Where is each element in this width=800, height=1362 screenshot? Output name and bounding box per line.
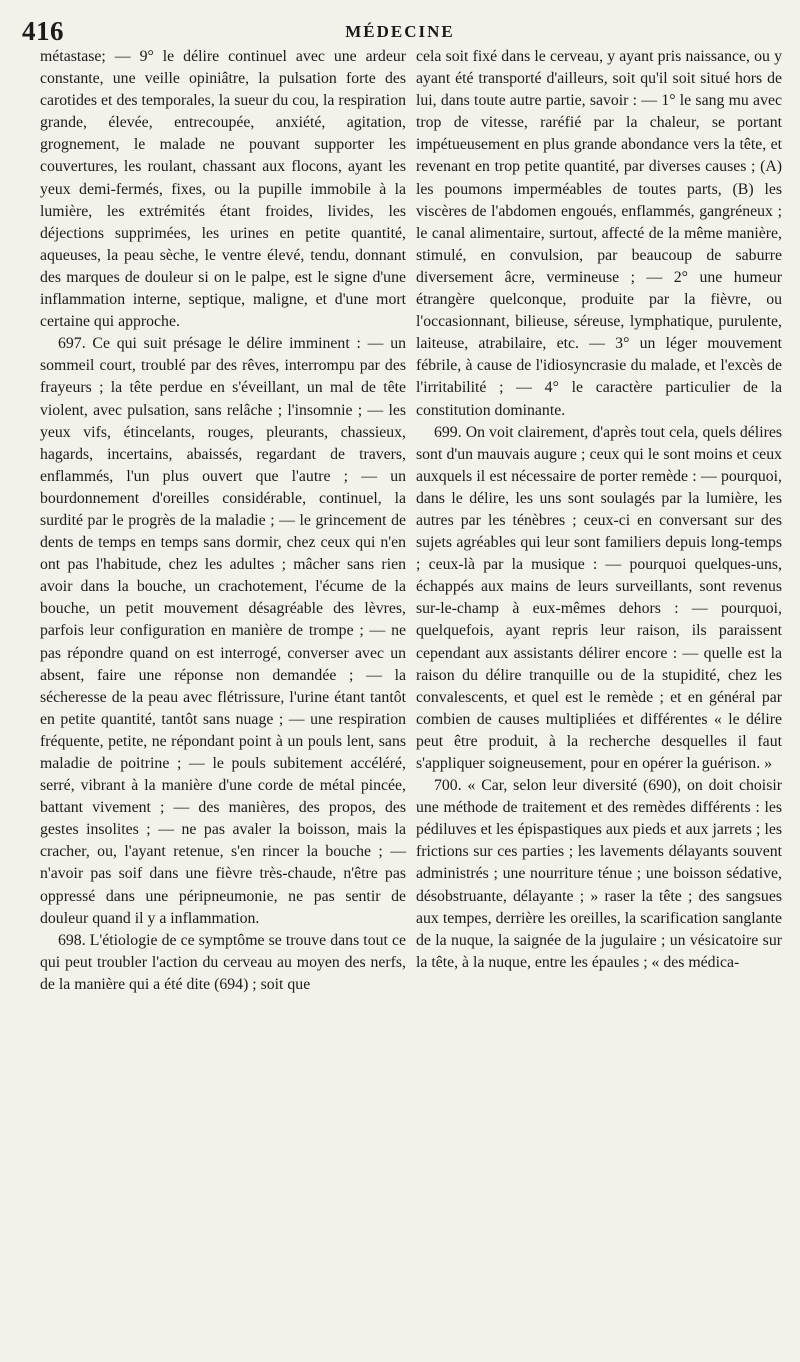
paragraph: 700. « Car, selon leur diversité (690), on doit choisir une méthode de traitement et des remèdes différents : les pédiluves et les épispastiques aux pieds et aux jarrets ; les frictions sur ces parties ; les lavements délayants souvent administrés ; une nourriture ténue ; une boisson sédative, désobstruante, délayante ; » raser la tête ; des sangsues aux tempes, derrière les oreilles, la scarification sanglante de la nuque, la saignée de la jugulaire ; un vésicatoire sur la tête, à la nuque, entre les épaules ; « des médica- — [416, 777, 782, 971]
left-column — [40, 46, 406, 996]
page-number: 416 — [22, 16, 64, 46]
right-column — [416, 46, 782, 974]
paragraph: 699. On voit clairement, d'après tout cela, quels délires sont d'un mauvais augure ; ceux qui le sont moins et ceux auxquels il est nécessaire de porter remède : — pourquoi, dans le délire, les uns sont soulagés par la lumière, les autres par les ténèbres ; ceux-ci en conversant sur des sujets agréables qui leur sont familiers depuis long-temps ; ceux-là par la musique : — pourquoi quelques-uns, échappés aux mains de leurs surveillants, sont revenus sur-le-champ à eux-mêmes dehors : — pourquoi, quelquefois, ayant repris leur raison, ils paraissent cependant aux assistants délirer encore : — quelle est la raison du délire tranquille ou de la stupidité, chez les convalescents, et quel est le remède ; et en général par combien de causes multipliées et différentes « le délire peut être produit, à la recherche desquelles il faut s'appliquer soigneusement, pour en opérer la guérison. » — [416, 423, 782, 772]
paragraph: 698. L'étiologie de ce symptôme se trouve dans tout ce qui peut troubler l'action du cerveau au moyen des nerfs, de la manière qui a été dite (694) ; soit que — [40, 931, 406, 993]
running-title: MÉDECINE — [345, 22, 455, 41]
paragraph: cela soit fixé dans le cerveau, y ayant pris naissance, ou y ayant été transporté d'ailleurs, soit qu'il soit situé hors de lui, dans toute autre partie, savoir : — 1° le sang mu avec trop de vitesse, raréfié par la chaleur, se portant impétueusement en plus grande abondance vers la tête, et revenant en trop petite quantité, par diverses causes ; (A) les poumons imperméables de toutes parts, (B) les viscères de l'abdomen engoués, enflammés, gangréneux ; le canal alimentaire, surtout, affecté de la même manière, stimulé, en convulsion, par beaucoup de saburre diversement âcre, vermineuse ; — 2° une humeur étrangère quelconque, produite par la fièvre, ou l'occasionnant, bilieuse, séreuse, lymphatique, purulente, laiteuse, atrabilaire, etc. — 3° un léger mouvement fébrile, à cause de l'idiosyncrasie du malade, et l'excès de l'irritabilité ; — 4° le caractère particulier de la constitution dominante. — [416, 48, 782, 419]
paragraph: métastase; — 9° le délire continuel avec une ardeur constante, une veille opiniâtre, la pulsation forte des carotides et des temporales, la sueur du cou, la respiration grande, élevée, entrecoupée, anxiété, agitation, grognement, le malade ne pouvant supporter les couvertures, les roulant, chassant aux flocons, ayant les yeux demi-fermés, fixes, ou la pupille immobile à la lumière, les extrémités étant froides, livides, les déjections supprimées, les urines en petite quantité, aqueuses, la peau sèche, le ventre élevé, tendu, donnant des marques de douleur si on le palpe, est le signe d'une inflammation interne, septique, maligne, et d'une mort certaine qui approche. — [40, 48, 406, 331]
paragraph: 697. Ce qui suit présage le délire imminent : — un sommeil court, troublé par des rêves, interrompu par des frayeurs ; la tête perdue en s'éveillant, un mal de tête violent, avec pulsation, sans relâche ; l'insomnie ; — les yeux vifs, étincelants, rouges, pleurants, chassieux, hagards, incertains, abaissés, regardant de travers, enflammés, l'un plus ouvert que l'autre ; — un bourdonnement d'oreilles considérable, continuel, la surdité par le progrès de la maladie ; — le grincement de dents de temps en temps sans dormir, chez ceux qui n'en ont pas l'habitude, chez les adultes ; mâcher sans rien avoir dans la bouche, un crachotement, l'écume de la bouche, un petit mouvement désagréable des lèvres, parfois leur configuration en manière de trompe ; — ne pas répondre quand on est interrogé, converser avec un absent, faire une réponse non demandée ; — la sécheresse de la peau avec flétrissure, l'urine étant tantôt en petite quantité, tantôt sans nuage ; — une respiration fréquente, petite, ne répondant point à un pouls lent, sans maladie de poitrine ; — le pouls subitement accéléré, serré, vibrant à la manière d'une corde de métal pincée, battant vivement ; — des manières, des propos, des gestes insolites ; — ne pas avaler la boisson, mais la cracher, ou, l'ayant retenue, s'en rincer la bouche ; — n'avoir pas soif dans une fièvre très-chaude, n'être pas oppressé dans une péripneumonie, ne pas sentir de douleur quand il y a inflammation. — [40, 335, 406, 927]
page-header — [22, 16, 778, 46]
